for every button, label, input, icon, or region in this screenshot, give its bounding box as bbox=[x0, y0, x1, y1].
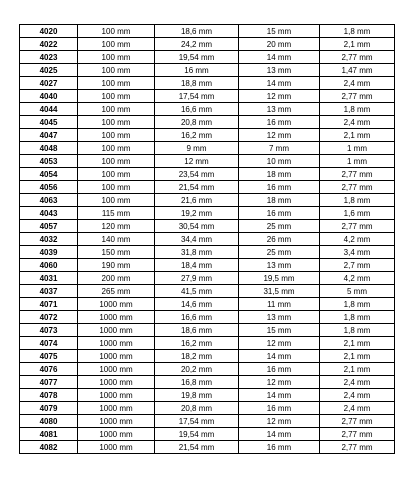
width-cell: 16,2 mm bbox=[155, 337, 239, 350]
depth-cell: 25 mm bbox=[239, 246, 320, 259]
width-cell: 17,54 mm bbox=[155, 415, 239, 428]
product-code-cell: 4023 bbox=[20, 51, 78, 64]
product-code-cell: 4027 bbox=[20, 77, 78, 90]
length-cell: 100 mm bbox=[78, 38, 155, 51]
spec-table bbox=[19, 24, 395, 454]
product-code-cell: 4025 bbox=[20, 64, 78, 77]
width-cell: 21,6 mm bbox=[155, 194, 239, 207]
length-cell: 1000 mm bbox=[78, 376, 155, 389]
table-row bbox=[20, 272, 395, 285]
width-cell: 19,8 mm bbox=[155, 389, 239, 402]
thickness-cell: 2,1 mm bbox=[320, 337, 395, 350]
thickness-cell: 2,77 mm bbox=[320, 181, 395, 194]
depth-cell: 13 mm bbox=[239, 259, 320, 272]
depth-cell: 16 mm bbox=[239, 207, 320, 220]
length-cell: 1000 mm bbox=[78, 415, 155, 428]
width-cell: 34,4 mm bbox=[155, 233, 239, 246]
depth-cell: 16 mm bbox=[239, 441, 320, 454]
depth-cell: 26 mm bbox=[239, 233, 320, 246]
table-row bbox=[20, 129, 395, 142]
depth-cell: 16 mm bbox=[239, 116, 320, 129]
product-code-cell: 4045 bbox=[20, 116, 78, 129]
table-row bbox=[20, 415, 395, 428]
depth-cell: 16 mm bbox=[239, 363, 320, 376]
thickness-cell: 1 mm bbox=[320, 155, 395, 168]
product-code-cell: 4076 bbox=[20, 363, 78, 376]
depth-cell: 13 mm bbox=[239, 311, 320, 324]
product-code-cell: 4043 bbox=[20, 207, 78, 220]
table-row bbox=[20, 38, 395, 51]
product-code-cell: 4022 bbox=[20, 38, 78, 51]
product-code-cell: 4039 bbox=[20, 246, 78, 259]
thickness-cell: 2,77 mm bbox=[320, 168, 395, 181]
product-code-cell: 4082 bbox=[20, 441, 78, 454]
thickness-cell: 1,8 mm bbox=[320, 298, 395, 311]
product-code-cell: 4063 bbox=[20, 194, 78, 207]
width-cell: 9 mm bbox=[155, 142, 239, 155]
length-cell: 100 mm bbox=[78, 181, 155, 194]
width-cell: 20,2 mm bbox=[155, 363, 239, 376]
width-cell: 17,54 mm bbox=[155, 90, 239, 103]
thickness-cell: 1,8 mm bbox=[320, 25, 395, 38]
product-code-cell: 4053 bbox=[20, 155, 78, 168]
thickness-cell: 3,4 mm bbox=[320, 246, 395, 259]
product-code-cell: 4078 bbox=[20, 389, 78, 402]
table-row bbox=[20, 428, 395, 441]
width-cell: 18,2 mm bbox=[155, 350, 239, 363]
width-cell: 27,9 mm bbox=[155, 272, 239, 285]
thickness-cell: 1 mm bbox=[320, 142, 395, 155]
width-cell: 16,2 mm bbox=[155, 129, 239, 142]
product-code-cell: 4032 bbox=[20, 233, 78, 246]
length-cell: 1000 mm bbox=[78, 441, 155, 454]
table-row bbox=[20, 116, 395, 129]
width-cell: 19,54 mm bbox=[155, 51, 239, 64]
product-code-cell: 4077 bbox=[20, 376, 78, 389]
width-cell: 23,54 mm bbox=[155, 168, 239, 181]
depth-cell: 12 mm bbox=[239, 415, 320, 428]
width-cell: 18,6 mm bbox=[155, 25, 239, 38]
table-row bbox=[20, 51, 395, 64]
thickness-cell: 2,77 mm bbox=[320, 428, 395, 441]
table-row bbox=[20, 246, 395, 259]
length-cell: 265 mm bbox=[78, 285, 155, 298]
table-row bbox=[20, 298, 395, 311]
product-code-cell: 4073 bbox=[20, 324, 78, 337]
table-row bbox=[20, 350, 395, 363]
width-cell: 30,54 mm bbox=[155, 220, 239, 233]
table-row bbox=[20, 103, 395, 116]
length-cell: 1000 mm bbox=[78, 402, 155, 415]
thickness-cell: 4,2 mm bbox=[320, 233, 395, 246]
product-code-cell: 4057 bbox=[20, 220, 78, 233]
depth-cell: 12 mm bbox=[239, 90, 320, 103]
depth-cell: 14 mm bbox=[239, 350, 320, 363]
thickness-cell: 5 mm bbox=[320, 285, 395, 298]
length-cell: 100 mm bbox=[78, 51, 155, 64]
thickness-cell: 2,4 mm bbox=[320, 402, 395, 415]
product-code-cell: 4037 bbox=[20, 285, 78, 298]
depth-cell: 20 mm bbox=[239, 38, 320, 51]
thickness-cell: 2,1 mm bbox=[320, 363, 395, 376]
length-cell: 100 mm bbox=[78, 103, 155, 116]
length-cell: 1000 mm bbox=[78, 389, 155, 402]
length-cell: 1000 mm bbox=[78, 324, 155, 337]
table-row bbox=[20, 324, 395, 337]
length-cell: 1000 mm bbox=[78, 428, 155, 441]
table-row bbox=[20, 142, 395, 155]
product-code-cell: 4040 bbox=[20, 90, 78, 103]
length-cell: 100 mm bbox=[78, 142, 155, 155]
product-code-cell: 4075 bbox=[20, 350, 78, 363]
width-cell: 18,4 mm bbox=[155, 259, 239, 272]
table-row bbox=[20, 259, 395, 272]
depth-cell: 31,5 mm bbox=[239, 285, 320, 298]
table-row bbox=[20, 311, 395, 324]
length-cell: 1000 mm bbox=[78, 298, 155, 311]
product-code-cell: 4080 bbox=[20, 415, 78, 428]
table-row bbox=[20, 389, 395, 402]
product-code-cell: 4044 bbox=[20, 103, 78, 116]
width-cell: 19,2 mm bbox=[155, 207, 239, 220]
thickness-cell: 1,8 mm bbox=[320, 324, 395, 337]
thickness-cell: 2,7 mm bbox=[320, 259, 395, 272]
length-cell: 100 mm bbox=[78, 155, 155, 168]
length-cell: 1000 mm bbox=[78, 311, 155, 324]
product-code-cell: 4031 bbox=[20, 272, 78, 285]
product-code-cell: 4020 bbox=[20, 25, 78, 38]
depth-cell: 14 mm bbox=[239, 77, 320, 90]
depth-cell: 12 mm bbox=[239, 129, 320, 142]
length-cell: 100 mm bbox=[78, 116, 155, 129]
length-cell: 1000 mm bbox=[78, 350, 155, 363]
thickness-cell: 2,77 mm bbox=[320, 220, 395, 233]
table-row bbox=[20, 402, 395, 415]
table-row bbox=[20, 25, 395, 38]
depth-cell: 18 mm bbox=[239, 194, 320, 207]
width-cell: 18,6 mm bbox=[155, 324, 239, 337]
length-cell: 115 mm bbox=[78, 207, 155, 220]
depth-cell: 15 mm bbox=[239, 324, 320, 337]
product-code-cell: 4048 bbox=[20, 142, 78, 155]
thickness-cell: 1,6 mm bbox=[320, 207, 395, 220]
length-cell: 1000 mm bbox=[78, 337, 155, 350]
thickness-cell: 2,77 mm bbox=[320, 51, 395, 64]
length-cell: 190 mm bbox=[78, 259, 155, 272]
depth-cell: 11 mm bbox=[239, 298, 320, 311]
thickness-cell: 2,77 mm bbox=[320, 441, 395, 454]
depth-cell: 18 mm bbox=[239, 168, 320, 181]
product-code-cell: 4081 bbox=[20, 428, 78, 441]
width-cell: 19,54 mm bbox=[155, 428, 239, 441]
depth-cell: 13 mm bbox=[239, 64, 320, 77]
depth-cell: 10 mm bbox=[239, 155, 320, 168]
table-row bbox=[20, 363, 395, 376]
width-cell: 12 mm bbox=[155, 155, 239, 168]
length-cell: 100 mm bbox=[78, 194, 155, 207]
width-cell: 20,8 mm bbox=[155, 116, 239, 129]
thickness-cell: 2,1 mm bbox=[320, 350, 395, 363]
table-row bbox=[20, 181, 395, 194]
table-row bbox=[20, 155, 395, 168]
depth-cell: 13 mm bbox=[239, 103, 320, 116]
width-cell: 21,54 mm bbox=[155, 181, 239, 194]
depth-cell: 19,5 mm bbox=[239, 272, 320, 285]
table-row bbox=[20, 90, 395, 103]
thickness-cell: 1,8 mm bbox=[320, 194, 395, 207]
width-cell: 16,8 mm bbox=[155, 376, 239, 389]
width-cell: 41,5 mm bbox=[155, 285, 239, 298]
product-code-cell: 4072 bbox=[20, 311, 78, 324]
table-row bbox=[20, 194, 395, 207]
thickness-cell: 1,8 mm bbox=[320, 103, 395, 116]
width-cell: 31,8 mm bbox=[155, 246, 239, 259]
depth-cell: 25 mm bbox=[239, 220, 320, 233]
table-row bbox=[20, 168, 395, 181]
depth-cell: 16 mm bbox=[239, 402, 320, 415]
thickness-cell: 2,77 mm bbox=[320, 415, 395, 428]
thickness-cell: 2,4 mm bbox=[320, 376, 395, 389]
thickness-cell: 2,1 mm bbox=[320, 129, 395, 142]
spec-table-body bbox=[20, 25, 395, 454]
length-cell: 200 mm bbox=[78, 272, 155, 285]
table-row bbox=[20, 337, 395, 350]
table-row bbox=[20, 207, 395, 220]
thickness-cell: 2,1 mm bbox=[320, 38, 395, 51]
width-cell: 16,6 mm bbox=[155, 311, 239, 324]
width-cell: 16 mm bbox=[155, 64, 239, 77]
length-cell: 120 mm bbox=[78, 220, 155, 233]
thickness-cell: 1,47 mm bbox=[320, 64, 395, 77]
length-cell: 100 mm bbox=[78, 77, 155, 90]
width-cell: 18,8 mm bbox=[155, 77, 239, 90]
length-cell: 1000 mm bbox=[78, 363, 155, 376]
table-row bbox=[20, 285, 395, 298]
length-cell: 100 mm bbox=[78, 64, 155, 77]
depth-cell: 16 mm bbox=[239, 181, 320, 194]
product-code-cell: 4060 bbox=[20, 259, 78, 272]
product-code-cell: 4079 bbox=[20, 402, 78, 415]
table-row bbox=[20, 77, 395, 90]
depth-cell: 14 mm bbox=[239, 428, 320, 441]
width-cell: 14,6 mm bbox=[155, 298, 239, 311]
table-row bbox=[20, 233, 395, 246]
thickness-cell: 2,4 mm bbox=[320, 77, 395, 90]
product-code-cell: 4047 bbox=[20, 129, 78, 142]
table-row bbox=[20, 376, 395, 389]
table-row bbox=[20, 441, 395, 454]
product-code-cell: 4071 bbox=[20, 298, 78, 311]
depth-cell: 14 mm bbox=[239, 51, 320, 64]
length-cell: 100 mm bbox=[78, 168, 155, 181]
depth-cell: 14 mm bbox=[239, 389, 320, 402]
thickness-cell: 4,2 mm bbox=[320, 272, 395, 285]
depth-cell: 12 mm bbox=[239, 376, 320, 389]
width-cell: 21,54 mm bbox=[155, 441, 239, 454]
product-code-cell: 4056 bbox=[20, 181, 78, 194]
width-cell: 24,2 mm bbox=[155, 38, 239, 51]
width-cell: 20,8 mm bbox=[155, 402, 239, 415]
thickness-cell: 2,4 mm bbox=[320, 389, 395, 402]
thickness-cell: 1,8 mm bbox=[320, 311, 395, 324]
table-row bbox=[20, 220, 395, 233]
thickness-cell: 2,4 mm bbox=[320, 116, 395, 129]
length-cell: 100 mm bbox=[78, 90, 155, 103]
thickness-cell: 2,77 mm bbox=[320, 90, 395, 103]
width-cell: 16,6 mm bbox=[155, 103, 239, 116]
depth-cell: 15 mm bbox=[239, 25, 320, 38]
depth-cell: 12 mm bbox=[239, 337, 320, 350]
depth-cell: 7 mm bbox=[239, 142, 320, 155]
product-code-cell: 4074 bbox=[20, 337, 78, 350]
length-cell: 150 mm bbox=[78, 246, 155, 259]
length-cell: 140 mm bbox=[78, 233, 155, 246]
product-code-cell: 4054 bbox=[20, 168, 78, 181]
table-row bbox=[20, 64, 395, 77]
length-cell: 100 mm bbox=[78, 25, 155, 38]
length-cell: 100 mm bbox=[78, 129, 155, 142]
